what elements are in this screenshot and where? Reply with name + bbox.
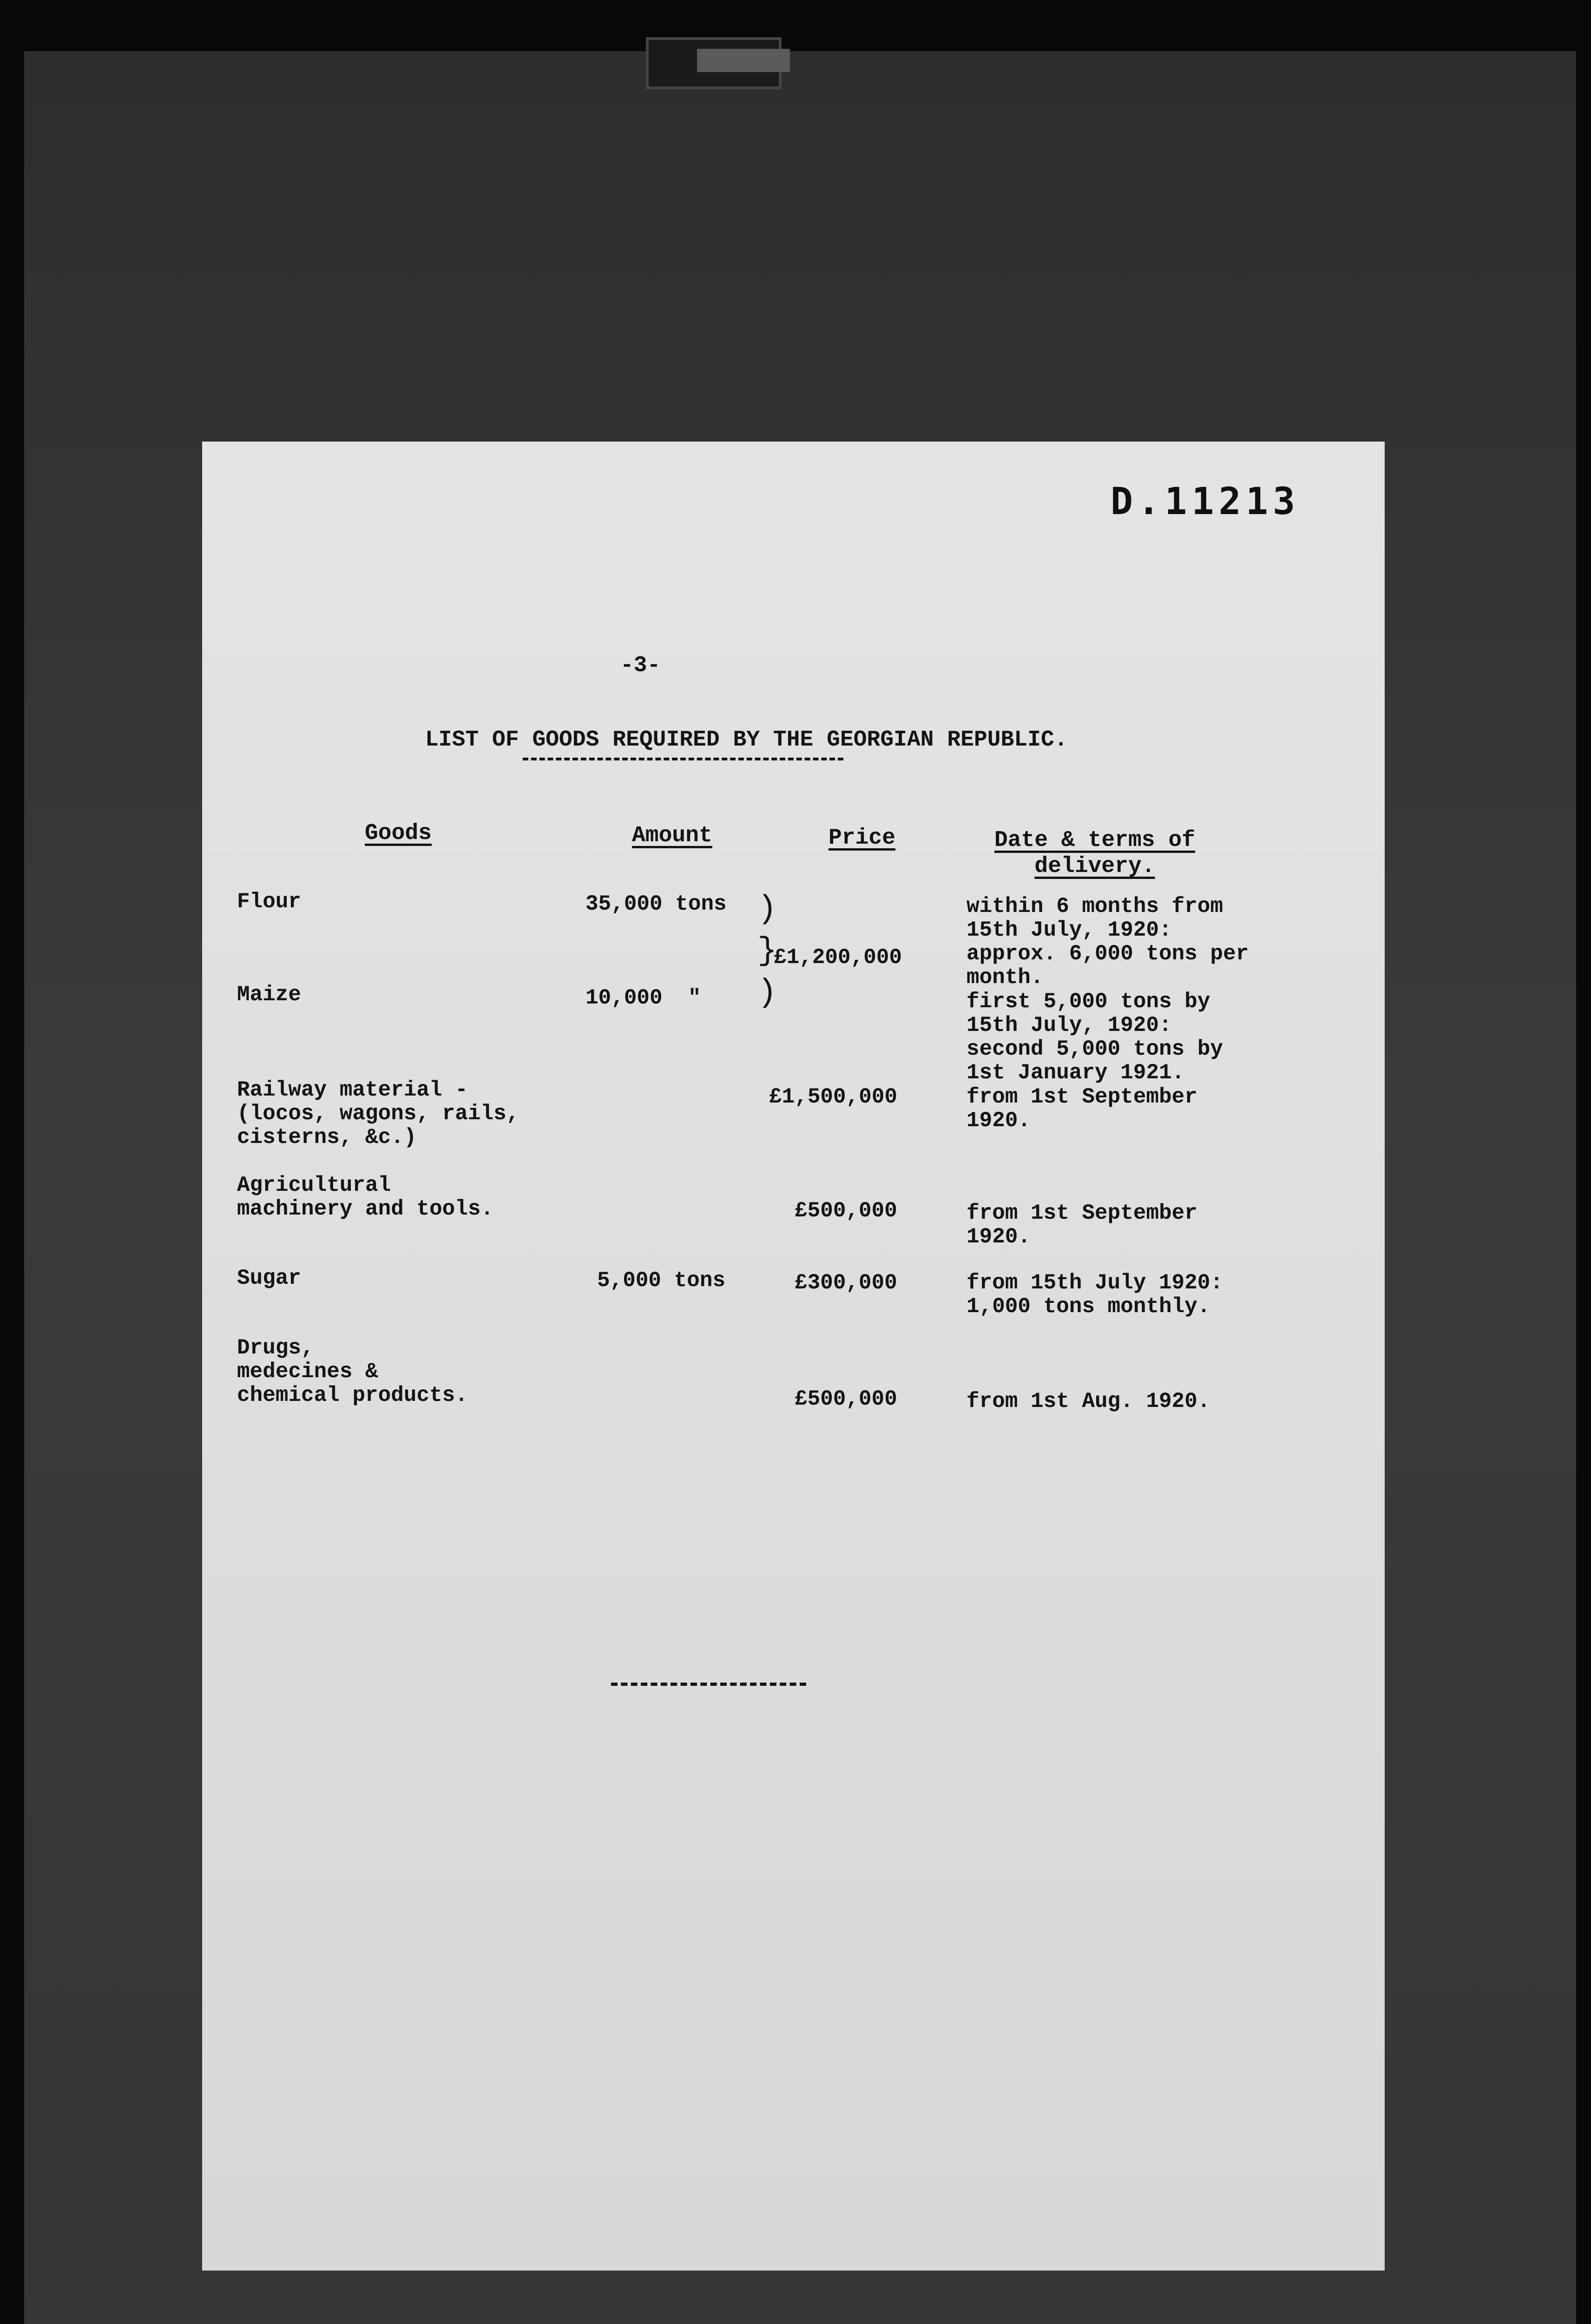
- column-header-delivery: [994, 827, 1195, 879]
- row-railway-price: £1,500,000: [769, 1085, 898, 1109]
- end-of-list-divider: [611, 1683, 806, 1686]
- row-agricultural-delivery: from 1st September 1920.: [966, 1201, 1197, 1249]
- brace-top: ): [757, 891, 777, 928]
- row-drugs-price: £500,000: [795, 1387, 897, 1411]
- column-header-amount: Amount: [632, 823, 712, 848]
- brace-bottom: ): [757, 975, 777, 1011]
- paper-clip-highlight: [697, 49, 790, 72]
- row-sugar-amount: 5,000 tons: [597, 1268, 726, 1293]
- row-agricultural-price: £500,000: [795, 1199, 897, 1223]
- row-agricultural-goods: Agricultural machinery and tools.: [237, 1173, 494, 1221]
- document-sheet: [202, 442, 1385, 2271]
- column-header-price: Price: [828, 825, 896, 851]
- column-header-delivery-line2: delivery.: [1034, 854, 1155, 879]
- row-sugar-price: £300,000: [795, 1271, 897, 1295]
- row-sugar-delivery: from 15th July 1920: 1,000 tons monthly.: [966, 1271, 1223, 1319]
- title-underline: [523, 758, 843, 760]
- row-flour-amount: 35,000 tons: [585, 892, 727, 916]
- row-drugs-delivery: from 1st Aug. 1920.: [966, 1389, 1210, 1413]
- column-header-goods: Goods: [365, 821, 432, 846]
- row-maize-amount: 10,000 ": [585, 986, 701, 1010]
- row-flour-delivery: within 6 months from 15th July, 1920: approx. 6,000 tons per month.: [966, 894, 1249, 990]
- row-maize-delivery: first 5,000 tons by 15th July, 1920: second 5,000 tons by 1st January 1921.: [966, 990, 1223, 1085]
- row-sugar-goods: Sugar: [237, 1266, 302, 1290]
- column-header-delivery-line1: Date & terms of: [994, 828, 1196, 853]
- row-railway-delivery: from 1st September 1920.: [966, 1085, 1197, 1133]
- row-drugs-goods: Drugs, medecines & chemical products.: [237, 1336, 468, 1407]
- document-title: LIST OF GOODS REQUIRED BY THE GEORGIAN REPUBLIC.: [425, 727, 1068, 753]
- page-number: -3-: [620, 653, 661, 678]
- row-railway-goods: Railway material - (locos, wagons, rails, cisterns, &c.): [237, 1078, 519, 1149]
- row-maize-goods: Maize: [237, 983, 302, 1007]
- row-flour-goods: Flour: [237, 890, 302, 914]
- brace-middle: }: [757, 933, 777, 970]
- document-stamp: D.11213: [1111, 480, 1300, 523]
- combined-price-flour-maize: £1,200,000: [774, 945, 902, 970]
